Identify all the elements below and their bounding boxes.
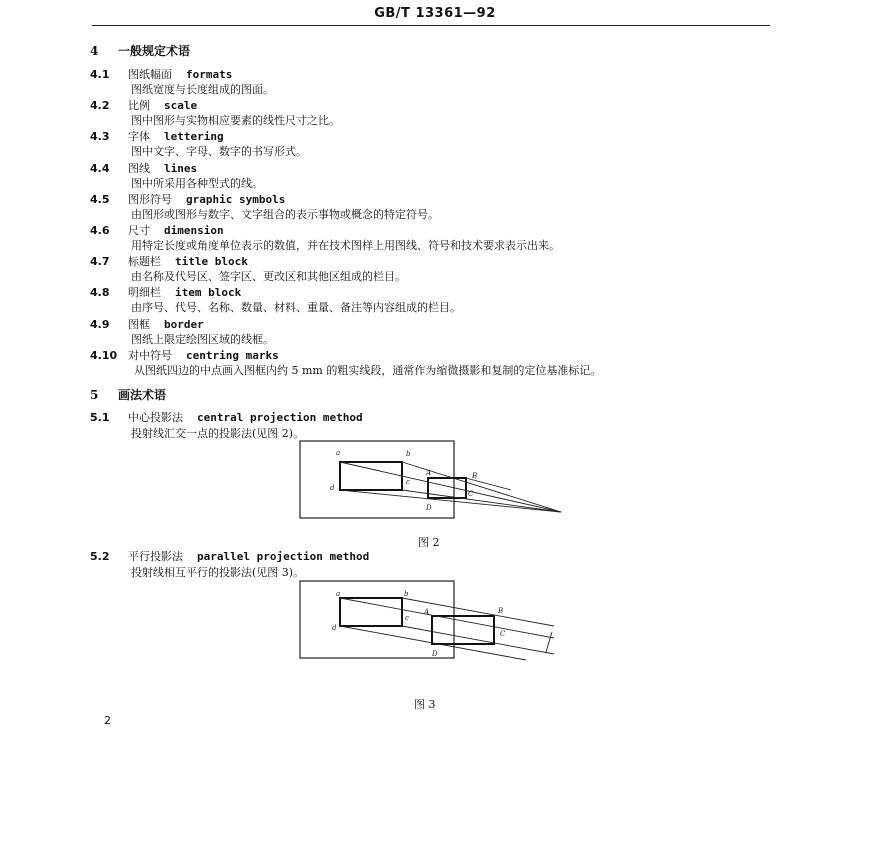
figure-label: b (406, 450, 411, 458)
term-4-2 (90, 97, 197, 113)
figure-label: c (406, 478, 410, 486)
term-chinese: 对中符号 (128, 349, 172, 362)
term-definition: 用特定长度或角度单位表示的数值，并在技术图样上用图线、符号和技术要求表示出来。 (131, 239, 560, 252)
figure-label: c (405, 614, 409, 622)
term-number: 4.6 (90, 224, 110, 237)
term-chinese: 图纸幅面 (128, 68, 172, 81)
figure-label: d (330, 484, 335, 492)
term-chinese: 图形符号 (128, 193, 172, 206)
section-title: 画法术语 (118, 388, 167, 402)
term-chinese: 平行投影法 (128, 550, 183, 563)
term-number: 4.4 (90, 162, 110, 175)
figure-label: a (336, 449, 341, 457)
term-number: 5.2 (90, 550, 110, 563)
page-number: 2 (104, 714, 111, 727)
term-4-9 (90, 316, 204, 332)
term-english: lines (164, 162, 198, 175)
term-english: centring marks (186, 349, 279, 362)
figure-label: d (332, 624, 337, 632)
term-4-8 (90, 284, 241, 300)
term-4-5 (90, 191, 285, 207)
figure-label: A (426, 469, 432, 477)
term-definition: 由序号、代号、名称、数量、材料、重量、备注等内容组成的栏目。 (131, 301, 461, 314)
term-definition: 图中文字、字母、数字的书写形式。 (131, 145, 307, 158)
term-definition: 图纸上限定绘图区域的线框。 (131, 333, 274, 346)
figure-label: C (468, 490, 474, 498)
term-4-10 (90, 347, 279, 363)
section-heading-4 (90, 42, 190, 59)
figure-label: D (426, 504, 432, 512)
term-4-7 (90, 253, 248, 269)
term-chinese: 比例 (128, 99, 150, 112)
figure-2-caption: 图 2 (418, 536, 440, 549)
term-definition: 由名称及代号区、签字区、更改区和其他区组成的栏目。 (131, 270, 406, 283)
term-chinese: 图线 (128, 162, 150, 175)
term-number: 4.7 (90, 255, 110, 268)
term-5-1 (90, 409, 363, 425)
term-english: graphic symbols (186, 193, 286, 206)
term-english: parallel projection method (197, 550, 370, 563)
term-4-6 (90, 222, 224, 238)
term-english: dimension (164, 224, 224, 237)
term-definition: 图纸宽度与长度组成的图面。 (131, 83, 274, 96)
term-chinese: 明细栏 (128, 286, 161, 299)
section-title: 一般规定术语 (118, 44, 191, 58)
term-number: 4.10 (90, 349, 118, 362)
section-heading-5 (90, 386, 166, 403)
figure-2-central-projection (296, 440, 566, 522)
term-4-3 (90, 128, 224, 144)
term-chinese: 字体 (128, 130, 150, 143)
term-number: 4.1 (90, 68, 110, 81)
term-chinese: 中心投影法 (128, 411, 183, 424)
term-4-4 (90, 160, 197, 176)
term-number: 4.3 (90, 130, 110, 143)
term-english: central projection method (197, 411, 363, 424)
term-definition: 由图形或图形与数字、文字组合的表示事物或概念的特定符号。 (131, 208, 439, 221)
term-chinese: 标题栏 (128, 255, 161, 268)
term-number: 4.8 (90, 286, 110, 299)
section-number: 4 (90, 44, 99, 58)
term-4-1 (90, 66, 232, 82)
term-english: border (164, 318, 204, 331)
figure-3-caption: 图 3 (414, 698, 436, 711)
term-english: item block (175, 286, 242, 299)
term-definition: 图中所采用各种型式的线。 (131, 177, 263, 190)
term-english: scale (164, 99, 198, 112)
term-number: 4.2 (90, 99, 110, 112)
section-number: 5 (90, 388, 99, 402)
term-definition: 图中图形与实物相应要素的线性尺寸之比。 (131, 114, 340, 127)
figure-label: D (432, 650, 438, 658)
term-english: title block (175, 255, 248, 268)
term-chinese: 图框 (128, 318, 150, 331)
figure-label: C (500, 630, 506, 638)
figure-label: a (336, 590, 341, 598)
term-english: formats (186, 68, 233, 81)
term-number: 4.5 (90, 193, 110, 206)
figure-label: B (472, 472, 478, 480)
term-chinese: 尺寸 (128, 224, 150, 237)
term-definition: 从图纸四边的中点画入图框内约 5 mm 的粗实线段，通常作为缩微摄影和复制的定位基准标记。 (134, 364, 602, 377)
term-english: lettering (164, 130, 224, 143)
term-number: 4.9 (90, 318, 110, 331)
standard-number-header: GB/T 13361—92 (374, 6, 496, 21)
term-number: 5.1 (90, 411, 110, 424)
term-5-2 (90, 548, 369, 564)
term-definition: 投射线汇交一点的投影法(见图 2)。 (131, 427, 305, 440)
header-rule (92, 25, 770, 26)
figure-label: B (498, 607, 504, 615)
figure-3-parallel-projection (296, 580, 566, 662)
term-definition: 投射线相互平行的投影法(见图 3)。 (131, 566, 305, 579)
figure-label: A (424, 608, 430, 616)
figure-label: b (404, 590, 409, 598)
